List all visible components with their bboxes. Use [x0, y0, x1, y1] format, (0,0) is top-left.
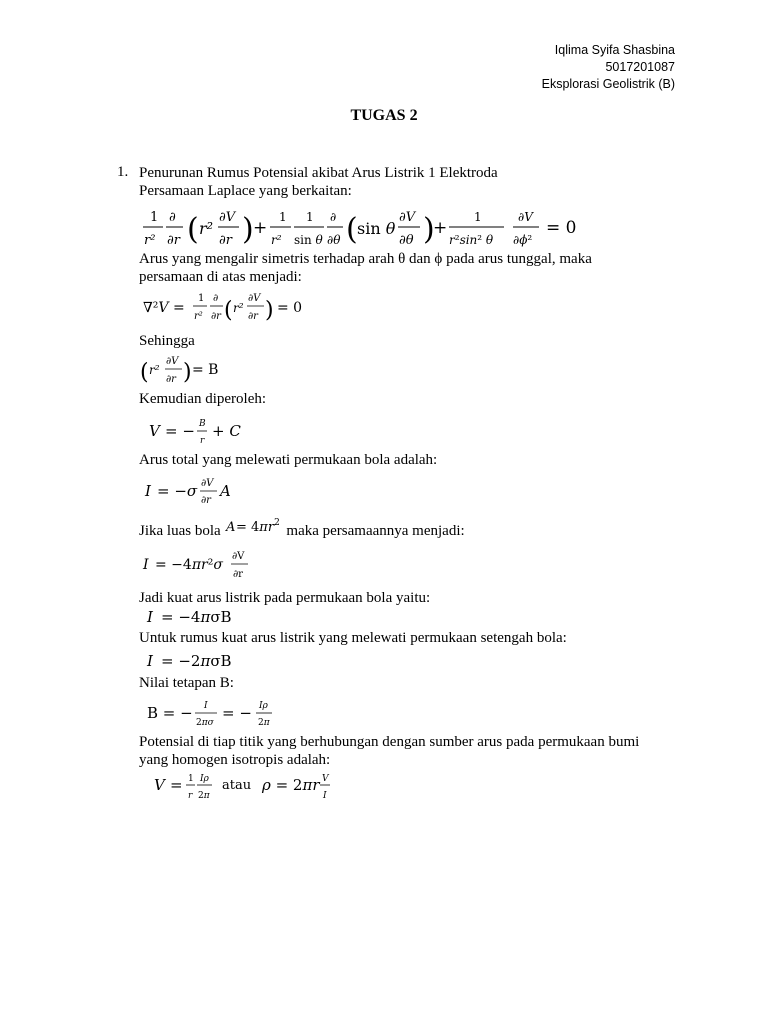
- svg-text:): ): [265, 298, 274, 323]
- svg-text:∂θ: ∂θ: [327, 233, 341, 247]
- svg-text:): ): [242, 212, 254, 247]
- course-name: Eksplorasi Geolistrik (B): [541, 77, 675, 91]
- svg-text:= 0: = 0: [546, 218, 577, 238]
- final-potential-equation: [150, 770, 350, 804]
- svg-text:∂r: ∂r: [211, 311, 221, 322]
- kemudian-text: Kemudian diperoleh:: [139, 391, 267, 407]
- svg-text:∂V: ∂V: [166, 356, 179, 367]
- svg-text:(: (: [346, 212, 358, 247]
- svg-text:∂: ∂: [330, 210, 337, 224]
- sphere-area-text-b: maka persamaannya menjadi:: [286, 523, 465, 539]
- area-formula: [226, 518, 286, 538]
- svg-text:= −2πσB: = −2πσB: [161, 652, 232, 670]
- document-title: TUGAS 2: [350, 107, 418, 124]
- svg-text:∂r: ∂r: [166, 374, 176, 385]
- svg-text:(: (: [224, 298, 233, 323]
- svg-text:r²: r²: [194, 311, 203, 322]
- section-heading: Penurunan Rumus Potensial akibat Arus Listrik 1 Elektroda: [139, 165, 498, 181]
- svg-text:1: 1: [306, 210, 314, 224]
- symmetry-text-1: Arus yang mengalir simetris terhadap arah θ dan ϕ pada arus tunggal, maka: [139, 251, 592, 267]
- svg-text:= −4πσB: = −4πσB: [161, 608, 232, 626]
- svg-text:A: A: [220, 482, 231, 500]
- constant-b-equation: [141, 352, 251, 388]
- final-potential-text-2: yang homogen isotropis adalah:: [139, 752, 331, 768]
- sphere-current-equation: [141, 546, 271, 582]
- symmetry-text-2: persamaan di atas menjadi:: [139, 269, 302, 285]
- student-number: 5017201087: [605, 60, 675, 74]
- atau-label: atau: [222, 778, 252, 793]
- svg-text:B: B: [199, 419, 206, 429]
- svg-text:): ): [423, 212, 435, 247]
- svg-text:1: 1: [198, 293, 205, 304]
- svg-text:r²: r²: [199, 219, 214, 238]
- svg-text:2π: 2π: [258, 718, 270, 728]
- svg-text:∂r: ∂r: [248, 311, 258, 322]
- svg-text:I: I: [147, 652, 153, 670]
- svg-text:I: I: [143, 557, 149, 573]
- svg-text:Iρ: Iρ: [259, 701, 268, 711]
- b-value-equation: [141, 696, 291, 730]
- svg-text:sin θ: sin θ: [357, 219, 396, 238]
- intro-text: Persamaan Laplace yang berkaitan:: [139, 183, 352, 199]
- final-potential-text-1: Potensial di tiap titik yang berhubungan dengan sumber arus pada permukaan bumi: [139, 734, 640, 750]
- svg-text:= −: = −: [222, 704, 252, 722]
- svg-text:A: A: [226, 520, 236, 535]
- svg-text:r: r: [200, 436, 205, 446]
- potential-equation: [141, 414, 251, 448]
- svg-text:= 0: = 0: [277, 300, 303, 316]
- b-constant-text: Nilai tetapan B:: [139, 675, 234, 691]
- svg-text:∂r: ∂r: [167, 233, 180, 248]
- sphere-area-line: [139, 518, 465, 540]
- svg-text:∂: ∂: [169, 210, 176, 225]
- author-name: Iqlima Syifa Shasbina: [554, 43, 675, 57]
- svg-text:1: 1: [279, 210, 287, 224]
- svg-text:(: (: [187, 212, 199, 247]
- svg-text:2π: 2π: [198, 791, 210, 801]
- svg-text:sin θ: sin θ: [294, 233, 323, 247]
- svg-text:r²sin² θ: r²sin² θ: [449, 233, 494, 247]
- svg-text:∂V: ∂V: [399, 210, 416, 225]
- svg-text:= −σ: = −σ: [157, 482, 198, 500]
- svg-text:=: =: [170, 776, 183, 794]
- svg-text:∂: ∂: [213, 293, 219, 304]
- half-sphere-text: Untuk rumus kuat arus listrik yang melewati permukaan setengah bola:: [139, 630, 567, 646]
- svg-text:I: I: [145, 482, 151, 500]
- svg-text:+ C: + C: [212, 422, 241, 440]
- svg-text:ρ = 2πr: ρ = 2πr: [262, 776, 320, 794]
- svg-text:∂θ: ∂θ: [399, 233, 414, 248]
- svg-text:(: (: [140, 360, 149, 385]
- svg-text:= B: = B: [192, 362, 219, 378]
- svg-text:I: I: [323, 791, 327, 801]
- svg-text:r²: r²: [233, 301, 244, 315]
- svg-text:1: 1: [188, 774, 194, 784]
- svg-text:∂V: ∂V: [201, 478, 214, 489]
- laplace-equation: [141, 203, 601, 251]
- svg-text:r: r: [188, 791, 193, 801]
- svg-text:I: I: [204, 701, 208, 711]
- svg-text:I: I: [147, 608, 153, 626]
- svg-text:∂V: ∂V: [219, 210, 236, 225]
- svg-text:∂V: ∂V: [518, 210, 533, 224]
- radial-laplace-equation: [141, 288, 321, 326]
- svg-text:Iρ: Iρ: [200, 774, 209, 784]
- svg-text:V: V: [154, 776, 165, 794]
- svg-text:= −4πr²σ: = −4πr²σ: [155, 557, 223, 573]
- total-current-text: Arus total yang melewati permukaan bola adalah:: [139, 452, 438, 468]
- svg-text:= −: = −: [165, 422, 195, 440]
- sehingga-text: Sehingga: [139, 333, 195, 349]
- svg-text:∂r: ∂r: [219, 233, 232, 248]
- svg-text:r²: r²: [144, 233, 156, 248]
- svg-text:): ): [183, 360, 192, 385]
- sphere-current-text: Jadi kuat arus listrik pada permukaan bola yaitu:: [139, 590, 431, 606]
- svg-text:∂V: ∂V: [248, 293, 261, 304]
- svg-text:= 4πr2: = $4\pi r^2$: [236, 518, 281, 535]
- svg-text:∂r: ∂r: [201, 495, 211, 506]
- svg-text:2πσ: 2πσ: [196, 718, 214, 728]
- sphere-area-text-a: Jika luas bola: [139, 523, 221, 539]
- svg-text:+: +: [253, 218, 268, 238]
- sphere-current-b-equation: [141, 606, 251, 628]
- total-current-equation: [141, 474, 251, 508]
- svg-text:r²: r²: [271, 233, 282, 247]
- svg-text:∇²V =: ∇²V =: [143, 300, 185, 316]
- half-sphere-current-equation: [141, 650, 251, 672]
- author-header: [542, 42, 675, 93]
- item-number: 1.: [117, 164, 129, 180]
- svg-text:∂V: ∂V: [232, 551, 245, 562]
- svg-text:V: V: [149, 422, 160, 440]
- svg-text:1: 1: [150, 210, 159, 225]
- svg-text:B = −: B = −: [147, 704, 193, 722]
- svg-text:r²: r²: [149, 363, 160, 377]
- svg-text:1: 1: [474, 210, 482, 224]
- svg-text:V: V: [322, 774, 329, 784]
- svg-text:+: +: [433, 218, 448, 238]
- svg-text:∂r: ∂r: [233, 569, 243, 580]
- svg-text:∂ϕ²: ∂ϕ²: [513, 233, 533, 247]
